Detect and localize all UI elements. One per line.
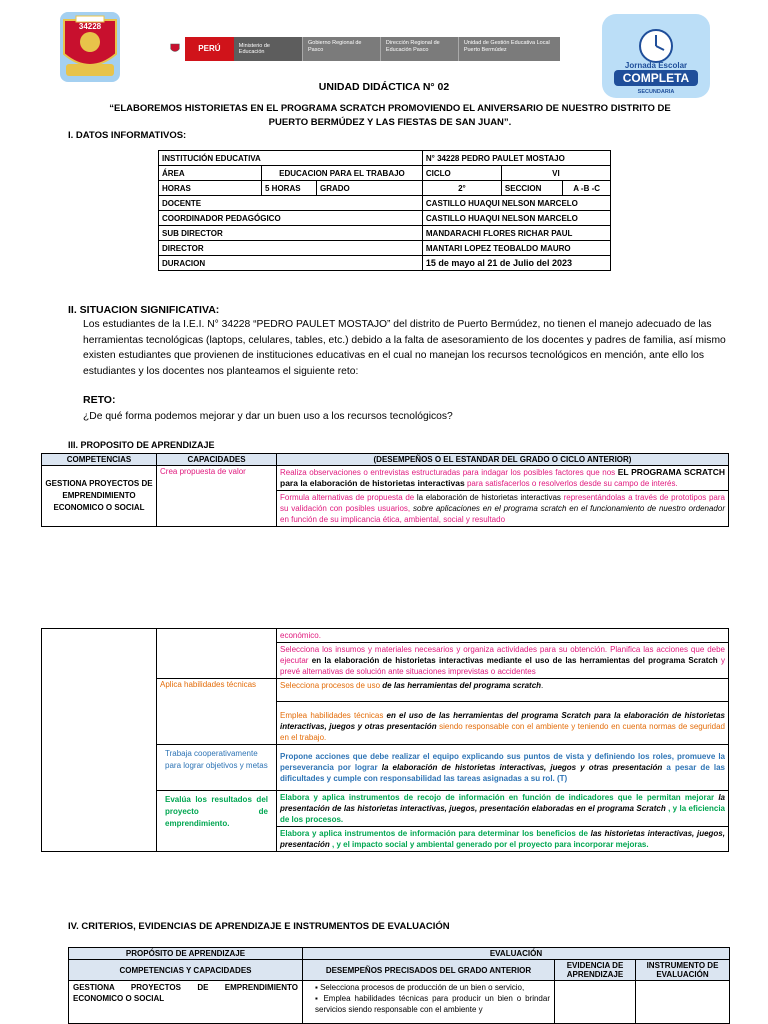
criterios-desempenos [303,981,555,1024]
ministry-label: Ministerio de Educación [234,37,302,61]
jornada-line3: SECUNDARIA [637,89,675,95]
header-evidencia: EVIDENCIA DE APRENDIZAJE [555,960,636,981]
criterios-evidencia [555,981,636,1024]
header-competencias: COMPETENCIAS [42,454,157,466]
ugel-label: Unidad de Gestión Educativa Local Puerto Bermúdez [458,37,560,61]
desempeno-5 [277,702,729,745]
capacidad-crea-propuesta-continued [157,629,277,679]
d8-part-b: las historietas interactivas, juegos, presentación [280,829,725,849]
coordinador-label: COORDINADOR PEDAGÓGICO [159,211,423,226]
list-item: ▪ Selecciona procesos de producción de un bien o servicio, [315,982,550,993]
d2-part-f: económico. [277,629,729,643]
d4-part-b: de las herramientas del programa scratch [382,681,542,690]
gobierno-regional-label: Gobierno Regional de Pasco [302,37,380,61]
school-logo-number: 34228 [78,22,102,31]
proposito-table-1 [41,453,729,527]
table-row [42,629,729,643]
ie-label: INSTITUCIÓN EDUCATIVA [159,151,423,166]
datos-informativos-table [158,150,611,271]
director-value: MANTARI LOPEZ TEOBALDO MAURO [422,241,610,256]
d6-part-b: la elaboración de historietas interactivas, juegos y otras presentación [381,763,663,772]
d8-part-c: , y el impacto social y ambiental generado por el proyecto para incorporar mejoras. [332,840,649,849]
d7-part-a: Elabora y aplica instrumentos de recojo de información en función de indicadores que le permitan mejorar [280,793,715,802]
subdirector-value: MANDARACHI FLORES RICHAR PAUL [422,226,610,241]
table-row [159,226,611,241]
header-capacidades: CAPACIDADES [157,454,277,466]
duracion-value: 15 de mayo al 21 de Julio del 2023 [422,256,610,271]
header-proposito: PROPÓSITO DE APRENDIZAJE [69,948,303,960]
competencia-cell: GESTIONA PROYECTOS DE EMPRENDIMIENTO ECONOMICO O SOCIAL [42,466,157,527]
unit-subtitle: “ELABOREMOS HISTORIETAS EN EL PROGRAMA SCRATCH PROMOVIENDO EL ANIVERSARIO DE NUESTRO DISTRITO DE PUERTO BERMÚDEZ Y LAS FIESTAS DE SAN JUAN”. [109,103,671,128]
criterios-table [68,947,730,1024]
d3-part-c: y prevé alternativas de solución ante situaciones imprevistas o accidentes [280,656,725,676]
d5-part-a: Emplea habilidades técnicas [280,711,384,720]
table-row [159,151,611,166]
reto-heading: RETO: [83,394,116,406]
capacidad-trabaja-cooperativamente: Trabaja cooperativamente para lograr objetivos y metas [157,745,277,791]
d6-part-c: a pesar de las dificultades y cumple con responsabilidad las tareas asignadas a su rol. (T) [280,763,725,783]
section-criterios-heading: IV. CRITERIOS, EVIDENCIAS DE APRENDIZAJE E INSTRUMENTOS DE EVALUACIÓN [68,921,450,932]
peru-label: PERÚ [185,37,234,61]
section-proposito-heading: III. PROPOSITO DE APRENDIZAJE [68,440,215,450]
subdirector-label: SUB DIRECTOR [159,226,423,241]
escudo-icon [165,37,185,61]
desempeno-2 [277,491,729,527]
ie-value: N° 34228 PEDRO PAULET MOSTAJO [422,151,610,166]
ciclo-value: VI [501,166,610,181]
ministry-banner [165,37,560,61]
header-evaluacion: EVALUACIÓN [303,948,730,960]
desempeno-4: Selecciona procesos de uso de las herramientas del programa scratch. [277,679,729,702]
header-instrumento: INSTRUMENTO DE EVALUACIÓN [636,960,730,981]
table-row [159,241,611,256]
reto-question: ¿De qué forma podemos mejorar y dar un buen uso a los recursos tecnológicos? [83,411,453,422]
d2-part-a: Formula alternativas de propuesta de [280,493,415,502]
seccion-value: A -B -C [563,181,611,196]
desempeno-1 [277,466,729,491]
capacidad-aplica-habilidades: Aplica habilidades técnicas [157,679,277,745]
table-row [69,981,730,1024]
table-header-row [69,948,730,960]
section-datos-heading: I. DATOS INFORMATIVOS: [68,130,187,141]
d7-part-b: la presentación de las historietas interactivas, juegos, presentación elaboradas en el programa Scratch [280,793,725,813]
capacidad-evalua-resultados: Evalúa los resultados del proyecto de emprendimiento. [157,791,277,852]
grado-value: 2° [422,181,501,196]
ciclo-label: CICLO [422,166,501,181]
situacion-paragraph: Los estudiantes de la I.E.I. N° 34228 “PEDRO PAULET MOSTAJO” del distrito de Puerto Bermúdez, no tienen el manejo adecuado de las herramientas tecnológicas (laptops, celulares, tables, etc.) debido a la falta de asesoramiento de los docentes y padres de familia, así mismo existen estudiantes que provienen de instituciones educativas en el cual no manejan los recursos tecnológicos en mención, ante ello los estudiantes y los docentes nos planteamos el siguiente reto: [83,319,726,377]
table-header-row [69,960,730,981]
d3-part-a: Selecciona los insumos y materiales necesarios y organiza actividades para su obtención. Planifica las acciones que debe ejecutar [280,645,725,665]
criterios-instrumento [636,981,730,1024]
d7-part-c: , y la eficiencia de los procesos. [280,804,725,824]
d5-part-c: siendo responsable con el ambiente y teniendo en cuenta normas de seguridad en el trabajo. [280,722,725,742]
header-desempenos: (DESEMPEÑOS O EL ESTANDAR DEL GRADO O CICLO ANTERIOR) [277,454,729,466]
criterios-competencia: GESTIONA PROYECTOS DE EMPRENDIMIENTO ECONOMICO O SOCIAL [69,981,303,1024]
school-logo [54,12,126,92]
d2-part-b: la elaboración de historietas interactivas [416,493,561,502]
docente-value: CASTILLO HUAQUI NELSON MARCELO [422,196,610,211]
jornada-line1: Jornada Escolar [624,61,688,70]
d5-part-b: en el uso de las herramientas del programa Scratch para la elaboración de historietas interactivas, juegos y otras presentación [280,711,725,731]
d1-part-b: EL PROGRAMA SCRATCH para la elaboración de historietas interactivas [280,467,725,488]
d2-part-e: en función de su implicancia ética, ambiental, social y resultado [280,515,506,524]
capacidad-crea-propuesta: Crea propuesta de valor [157,466,277,527]
coordinador-value: CASTILLO HUAQUI NELSON MARCELO [422,211,610,226]
desempeno-3 [277,643,729,679]
d3-part-b: en la elaboración de historietas interactivas mediante el uso de las herramientas del programa Scratch [311,656,718,665]
header-desempenos-precisados: DESEMPEÑOS PRECISADOS DEL GRADO ANTERIOR [303,960,555,981]
director-label: DIRECTOR [159,241,423,256]
table-row [159,256,611,271]
d6-part-a: Propone acciones que debe realizar el equipo explicando sus puntos de vista y definiendo los roles, promueve la perseverancia por lograr [280,752,725,772]
page-title: UNIDAD DIDÁCTICA N° 02 [318,81,450,93]
desempeno-7 [277,791,729,827]
d4-part-a: Selecciona procesos de uso [280,681,381,690]
d2-part-c: representándolas a través de prototipos para su validación con posibles usuarios, [280,493,725,513]
list-item: ▪ Emplea habilidades técnicas para producir un bien o brindar servicios siendo responsable con el ambiente y [315,993,550,1015]
d1-part-a: Realiza observaciones o entrevistas estructuradas para indagar los posibles factores que nos [280,468,616,477]
table-row [42,466,729,491]
jornada-line2: COMPLETA [622,71,690,85]
horas-value: 5 HORAS [262,181,317,196]
header-competencias-capacidades: COMPETENCIAS Y CAPACIDADES [69,960,303,981]
desempeno-6 [277,745,729,791]
table-row [159,211,611,226]
desempeno-8 [277,827,729,852]
competencia-cell-continued [42,629,157,852]
proposito-table-2 [41,628,729,852]
table-row [159,166,611,181]
table-header-row [42,454,729,466]
docente-label: DOCENTE [159,196,423,211]
d1-part-c: para satisfacerlos o resolverlos desde su campo de interés. [466,479,678,488]
area-value: EDUCACION PARA EL TRABAJO [262,166,423,181]
d2-part-d: sobre aplicaciones en el programa scratch en el funcionamiento de nuestro ordenador [413,504,725,513]
table-row [159,196,611,211]
table-row [159,181,611,196]
horas-label: HORAS [159,181,262,196]
d8-part-a: Elabora y aplica instrumentos de información para determinar los beneficios de [280,829,588,838]
duracion-label: DURACION [159,256,423,271]
area-label: ÁREA [159,166,262,181]
section-situacion-heading: II. SITUACION SIGNIFICATIVA: [68,304,220,316]
direccion-regional-label: Dirección Regional de Educación Pasco [380,37,458,61]
seccion-label: SECCION [501,181,562,196]
grado-label: GRADO [317,181,423,196]
